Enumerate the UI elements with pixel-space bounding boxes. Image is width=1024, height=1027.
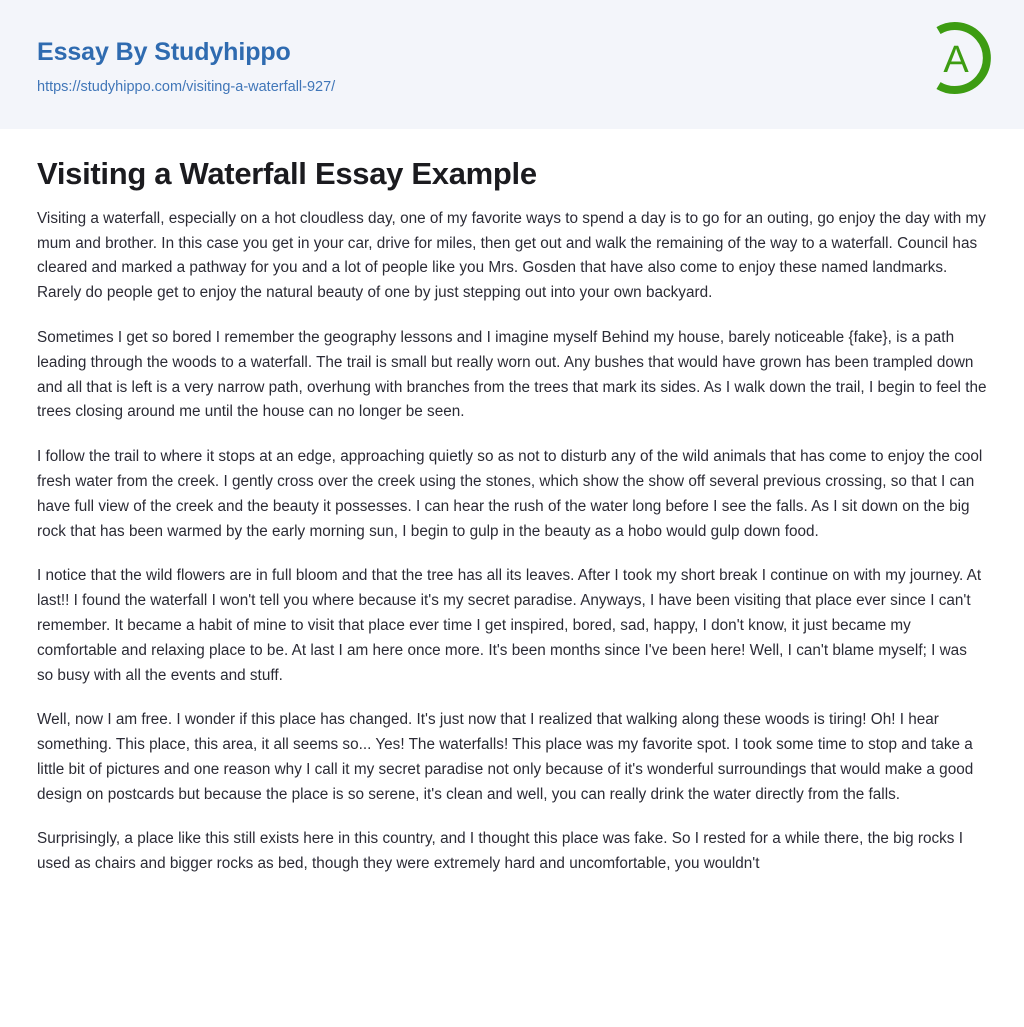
article-paragraph: Well, now I am free. I wonder if this place has changed. It's just now that I realized that walking along these woods is tiring! Oh! I hear something. This place, this area, it all seems so... Yes! The waterfalls! This place was my favorite spot. I took some time to stop and take a little bit of pictures and one reason why I call it my secret paradise not only because of it's wonderful surroundings that would make a good design on postcards but because the place is so serene, it's clean and well, you can really drink the water directly from the falls. [37,711,974,803]
studyhippo-a-circle-logo-icon [916,18,996,98]
article-paragraph: I follow the trail to where it stops at an edge, approaching quietly so as not to disturb any of the wild animals that has come to enjoy the cool fresh water from the creek. I gently cross over the creek using the stones, which show the show off several previous crossing, so that I can have full view of the creek and the beauty it possesses. I can hear the rush of the water long before I see the falls. As I sit down on the big rock that has been warmed by the early morning sun, I begin to gulp in the beauty as a hobo would gulp down food. [37,448,983,540]
svg-text:A: A [943,39,969,81]
page-title: Visiting a Waterfall Essay Example [37,156,537,191]
article-container [0,129,1024,877]
article-paragraph: Surprisingly, a place like this still exists here in this country, and I thought this place was fake. So I rested for a while there, the big rocks I used as chairs and bigger rocks as bed, though they were extremely hard and uncomfortable, you wouldn't [37,830,963,873]
site-header [0,0,1024,129]
article-paragraph: Visiting a waterfall, especially on a hot cloudless day, one of my favorite ways to spend a day is to go for an outing, go enjoy the day with my mum and brother. In this case you get in your car, drive for miles, then get out and walk the remaining of the way to a waterfall. Council has cleared and marked a pathway for you and a lot of people like you Mrs. Gosden that have also come to enjoy these named landmarks. Rarely do people get to enjoy the natural beauty of one by just stepping out into your own backyard. [37,209,986,302]
article-paragraph: Sometimes I get so bored I remember the geography lessons and I imagine myself Behind my house, barely noticeable {fake}, is a path leading through the woods to a waterfall. The trail is small but really worn out. Any bushes that would have grown has been trampled down and all that is left is a very narrow path, overhung with branches from the trees that mark its sides. As I walk down the trail, I begin to feel the trees closing around me until the house can no longer be seen. [37,328,987,421]
source-url-link[interactable]: https://studyhippo.com/visiting-a-waterfall-927/ [37,79,336,95]
article-paragraph: I notice that the wild flowers are in full bloom and that the tree has all its leaves. After I took my short break I continue on with my journey. At last!! I found the waterfall I won't tell you where because it's my secret paradise. Anyways, I have been visiting that place ever since I can't remember. It became a habit of mine to visit that place ever time I get inspired, bored, sad, happy, I don't know, it just became my comfortable and relaxing place to be. At last I am here once more. It's been months since I've been here! Well, I can't blame myself; I was so busy with all the events and stuff. [37,567,982,684]
article-body [37,194,987,877]
header-inner [0,0,1024,129]
brand-title: Essay By Studyhippo [37,38,291,66]
